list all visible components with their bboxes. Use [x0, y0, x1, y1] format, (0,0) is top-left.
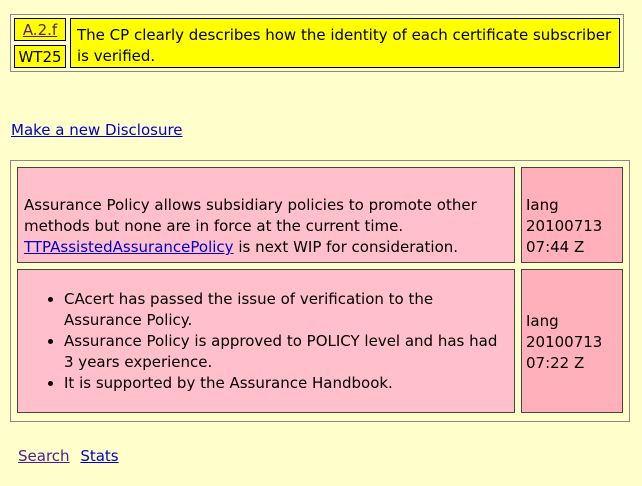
footer-links	[18, 447, 125, 465]
criterion-header	[10, 14, 624, 72]
criterion-id: WT25	[18, 47, 62, 66]
ttp-assisted-policy-link[interactable]: TTPAssistedAssurancePolicy	[24, 238, 234, 256]
stats-link[interactable]: Stats	[80, 447, 119, 465]
disclosure-text: Assurance Policy allows subsidiary policies to promote other methods but none are in force at the current time.	[24, 196, 477, 235]
disclosure-date: 20100713	[526, 333, 603, 351]
disclosure-time: 07:44 Z	[526, 238, 585, 256]
criterion-code-cell	[14, 18, 66, 41]
disclosure-bullet: • CAcert has passed the issue of verification to the Assurance Policy.	[64, 289, 508, 331]
criterion-code-link[interactable]: A.2.f	[22, 20, 58, 39]
disclosure-row	[17, 269, 623, 413]
disclosure-author: Iang	[526, 196, 559, 214]
disclosure-message	[17, 167, 515, 263]
disclosure-date: 20100713	[526, 217, 603, 235]
disclosure-row	[17, 167, 623, 263]
criterion-statement: The CP clearly describes how the identity of each certificate subscriber is verified.	[70, 18, 620, 68]
disclosure-meta	[521, 167, 623, 263]
disclosure-bullet: • Assurance Policy is approved to POLICY level and has had 3 years experience.	[64, 331, 508, 373]
disclosure-meta	[521, 269, 623, 413]
disclosure-message	[17, 269, 515, 413]
disclosure-bullet: • It is supported by the Assurance Handbook.	[64, 373, 508, 394]
disclosure-text-tail: is next WIP for consideration.	[233, 238, 459, 256]
criterion-ids	[14, 18, 66, 68]
disclosure-table	[10, 160, 630, 422]
search-link[interactable]: Search	[18, 447, 70, 465]
new-disclosure-link[interactable]: Make a new Disclosure	[11, 121, 183, 139]
criterion-id-cell	[14, 45, 66, 68]
disclosure-bullet-list	[24, 289, 508, 394]
disclosure-author: Iang	[526, 312, 559, 330]
disclosure-time: 07:22 Z	[526, 354, 585, 372]
